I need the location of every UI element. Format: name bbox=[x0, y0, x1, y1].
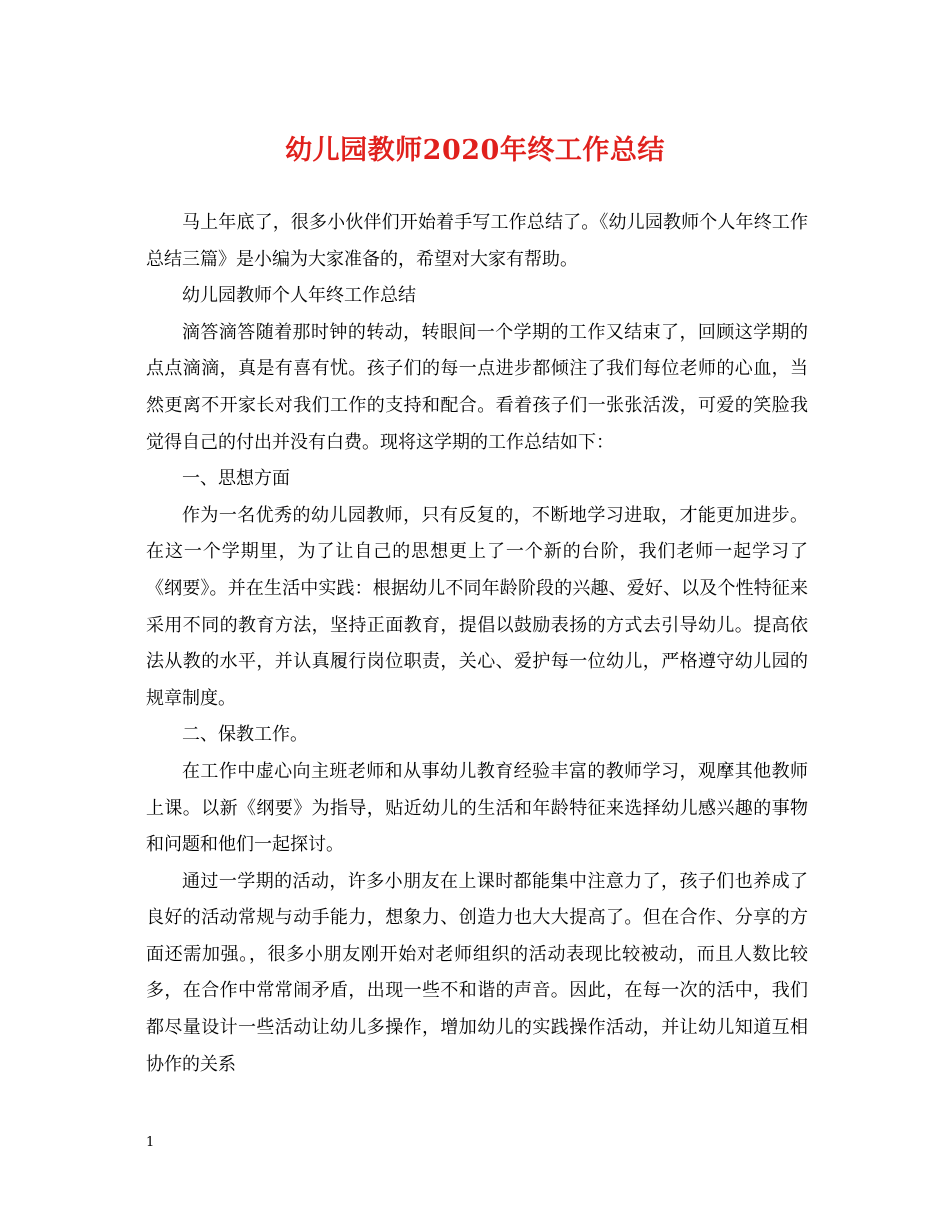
section-heading: 幼儿园教师个人年终工作总结 bbox=[182, 285, 416, 307]
page-number: 1 bbox=[146, 1135, 155, 1150]
section-heading: 二、保教工作。 bbox=[182, 724, 308, 746]
section-heading: 一、思想方面 bbox=[182, 468, 290, 490]
document-body bbox=[146, 205, 808, 1083]
body-paragraph: 滴答滴答随着那时钟的转动，转眼间一个学期的工作又结束了，回顾这学期的点点滴滴，真是有喜有忧。孩子们的每一点进步都倾注了我们每位老师的心血，当然更离不开家长对我们工作的支持和配合。看着孩子们一张张活泼，可爱的笑脸我觉得自己的付出并没有白费。现将这学期的工作总结如下： bbox=[146, 321, 808, 453]
document-title: 幼儿园教师2020年终工作总结 bbox=[285, 135, 665, 166]
intro-paragraph: 马上年底了，很多小伙伴们开始着手写工作总结了。《幼儿园教师个人年终工作总结三篇》是小编为大家准备的，希望对大家有帮助。 bbox=[146, 212, 808, 270]
body-paragraph: 在工作中虚心向主班老师和从事幼儿教育经验丰富的教师学习，观摩其他教师上课。以新《纲要》为指导，贴近幼儿的生活和年龄特征来选择幼儿感兴趣的事物和问题和他们一起探讨。 bbox=[146, 760, 808, 856]
body-paragraph: 通过一学期的活动，许多小朋友在上课时都能集中注意力了，孩子们也养成了良好的活动常规与动手能力，想象力、创造力也大大提高了。但在合作、分享的方面还需加强。，很多小朋友刚开始对老师组织的活动表现比较被动，而且人数比较多，在合作中常常闹矛盾，出现一些不和谐的声音。因此，在每一次的活中，我们都尽量设计一些活动让幼儿多操作，增加幼儿的实践操作活动，并让幼儿知道互相协作的关系 bbox=[146, 870, 808, 1075]
body-paragraph: 作为一名优秀的幼儿园教师，只有反复的，不断地学习进取，才能更加进步。在这一个学期里，为了让自己的思想更上了一个新的台阶，我们老师一起学习了《纲要》。并在生活中实践：根据幼儿不同年龄阶段的兴趣、爱好、以及个性特征来采用不同的教育方法，坚持正面教育，提倡以鼓励表扬的方式去引导幼儿。提高依法从教的水平，并认真履行岗位职责，关心、爱护每一位幼儿，严格遵守幼儿园的规章制度。 bbox=[146, 504, 808, 709]
